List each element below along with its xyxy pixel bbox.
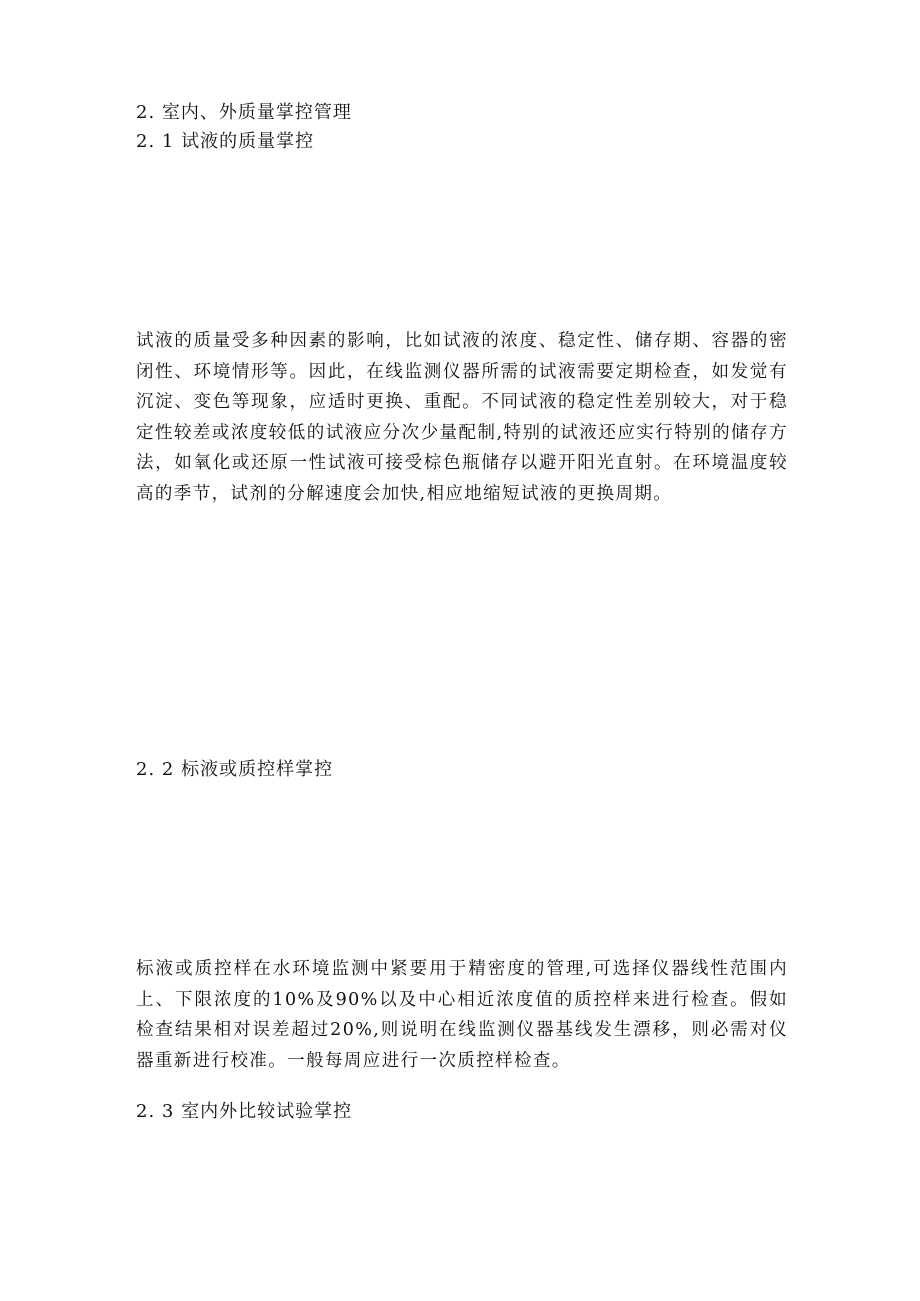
section-2-1-title: 2. 1 试液的质量掌控 — [136, 131, 315, 152]
section-2-3-title: 2. 3 室内外比较试验掌控 — [136, 1101, 353, 1122]
section-2-title: 2. 室内、外质量掌控管理 — [136, 102, 352, 123]
section-2-2-body: 标液或质控样在水环境监测中紧要用于精密度的管理,可选择仪器线性范围内上、下限浓度的10%及90%以及中心相近浓度值的质控样来进行检查。假如检查结果相对误差超过20%,则说明在线监测仪器基线发生漂移，则必需对仪器重新进行校准。一般每周应进行一次质控样检查。 — [136, 959, 788, 1071]
section-2-2-title: 2. 2 标液或质控样掌控 — [136, 759, 334, 780]
section-2-1-body: 试液的质量受多种因素的影响，比如试液的浓度、稳定性、储存期、容器的密闭性、环境情形等。因此，在线监测仪器所需的试液需要定期检查，如发觉有沉淀、变色等现象，应适时更换、重配。不同试液的稳定性差别较大，对于稳定性较差或浓度较低的试液应分次少量配制,特别的试液还应实行特别的储存方法，如氧化或还原一性试液可接受棕色瓶储存以避开阳光直射。在环境温度较高的季节，试剂的分解速度会加快,相应地缩短试液的更换周期。 — [136, 331, 788, 504]
